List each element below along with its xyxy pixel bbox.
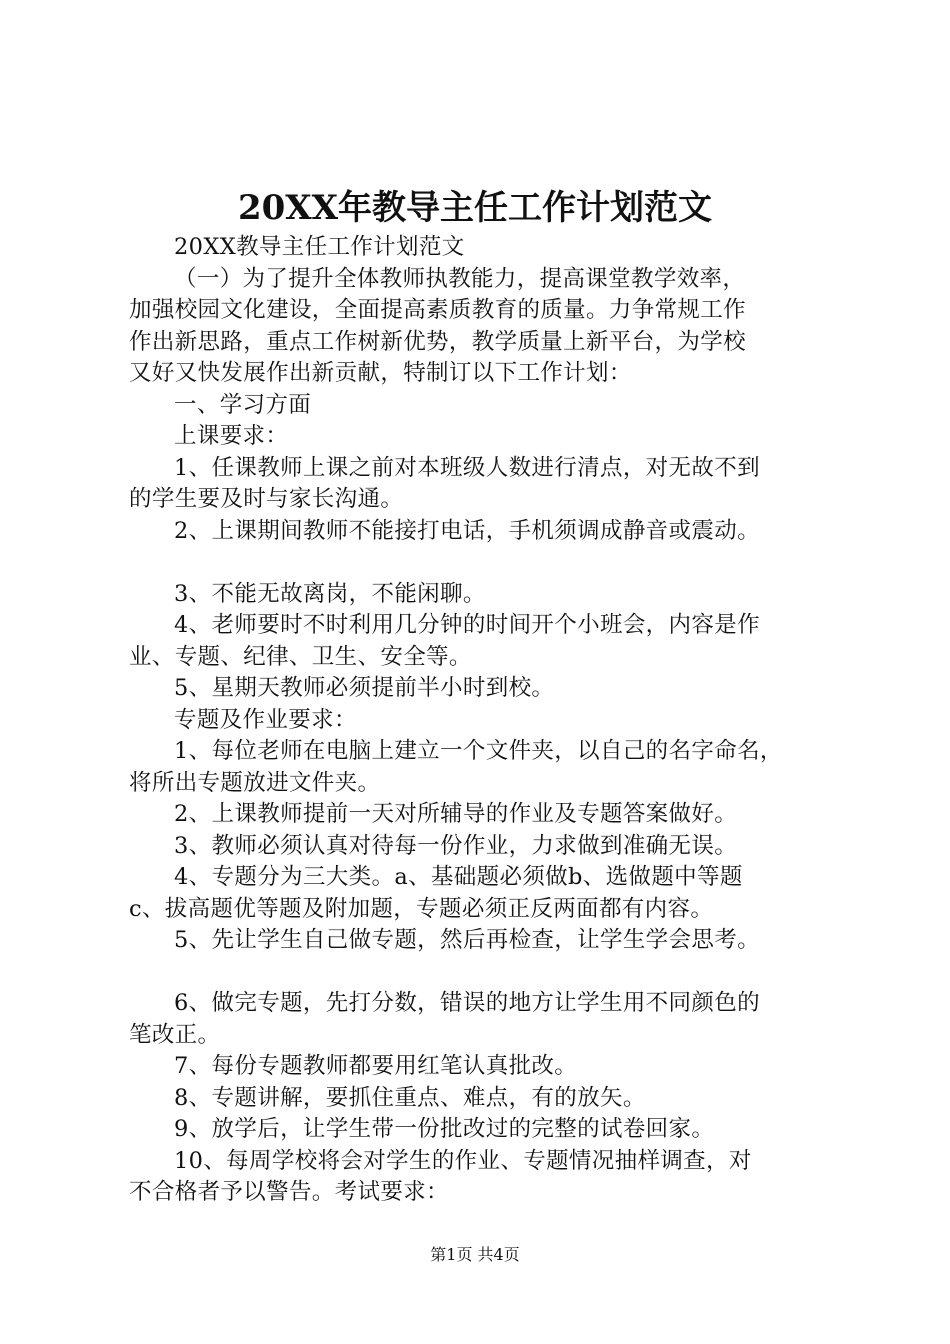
text-line: 4、专题分为三大类。a、基础题必须做b、选做题中等题 [174, 864, 743, 890]
text-line: 将所出专题放进文件夹。 [129, 769, 381, 796]
text-line: 作出新思路，重点工作树新优势，教学质量上新平台，为学校 [129, 328, 746, 355]
text-line: 上课要求： [174, 423, 289, 449]
text-line: 一、学习方面 [174, 391, 312, 418]
text-line: 2、上课教师提前一天对所辅导的作业及专题答案做好。 [174, 801, 738, 827]
text-line: 又好又快发展作出新贡献，特制订以下工作计划： [129, 360, 632, 386]
text-line: 7、每份专题教师都要用红笔认真批改。 [174, 1053, 578, 1079]
text-line: 8、专题讲解，要抓住重点、难点，有的放矢。 [174, 1084, 646, 1111]
text-line: 1、每位老师在电脑上建立一个文件夹，以自己的名字命名， [174, 738, 783, 764]
text-line: 10、每周学校将会对学生的作业、专题情况抽样调查，对 [174, 1147, 752, 1174]
text-line: 笔改正。 [129, 1021, 221, 1048]
document-body [129, 232, 829, 1209]
text-line: （一）为了提升全体教师执教能力，提高课堂教学效率， [174, 265, 746, 292]
text-line: 3、教师必须认真对待每一份作业，力求做到准确无误。 [174, 832, 738, 859]
text-line: 4、老师要时不时利用几分钟的时间开个小班会，内容是作 [174, 612, 760, 638]
text-line: 2、上课期间教师不能接打电话，手机须调成静音或震动。 [174, 517, 760, 544]
text-line: 1、任课教师上课之前对本班级人数进行清点，对无故不到 [174, 454, 760, 481]
text-line: 专题及作业要求： [174, 706, 357, 733]
text-line: 20XX教导主任工作计划范文 [174, 234, 465, 260]
text-line: 6、做完专题，先打分数，错误的地方让学生用不同颜色的 [174, 990, 760, 1016]
page-footer: 第1页 共4页 [430, 1245, 520, 1264]
text-line: 9、放学后，让学生带一份批改过的完整的试卷回家。 [174, 1116, 715, 1142]
text-line: 3、不能无故离岗，不能闲聊。 [174, 580, 486, 607]
text-line: 不合格者予以警告。考试要求： [129, 1179, 449, 1205]
blank-line [129, 547, 829, 579]
document-title: 20XX年教导主任工作计划范文 [237, 188, 713, 228]
text-line: c、拔高题优等题及附加题，专题必须正反两面都有内容。 [129, 895, 714, 922]
text-line: 5、星期天教师必须提前半小时到校。 [174, 675, 555, 701]
blank-line [129, 957, 829, 989]
text-line: 的学生要及时与家长沟通。 [129, 486, 404, 512]
text-line: 5、先让学生自己做专题，然后再检查，让学生学会思考。 [174, 927, 760, 953]
text-line: 业、专题、纪律、卫生、安全等。 [129, 643, 472, 670]
text-line: 加强校园文化建设，全面提高素质教育的质量。力争常规工作 [129, 297, 746, 323]
